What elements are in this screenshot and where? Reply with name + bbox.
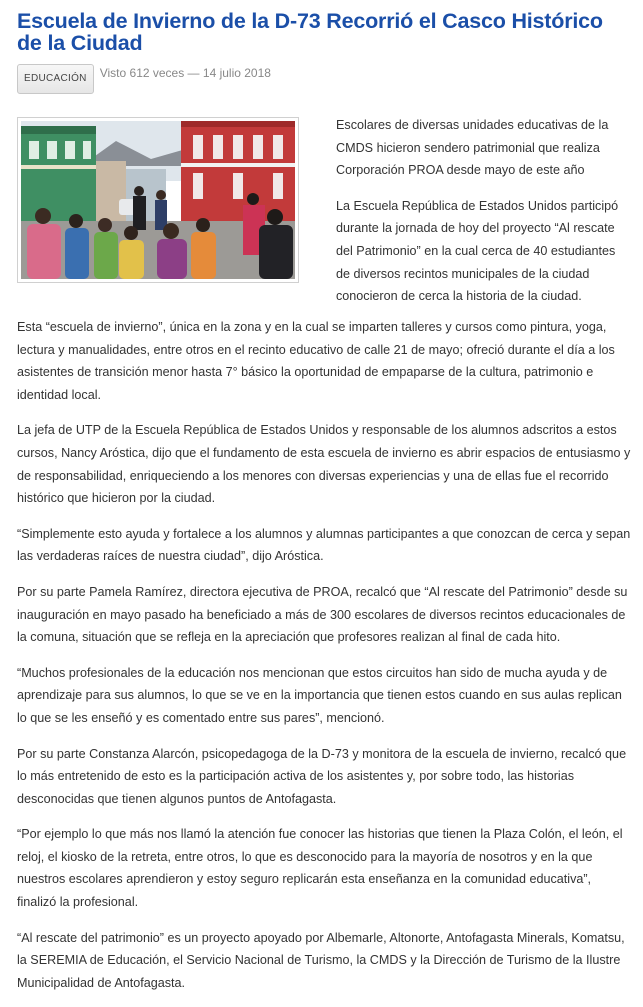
article-body xyxy=(17,316,631,1007)
article-meta xyxy=(17,64,271,94)
view-count: Visto 612 veces xyxy=(99,66,185,80)
body-paragraph: Esta “escuela de invierno”, única en la zona y en la cual se imparten talleres y cursos como pintura, yoga, lectura y manualidades, entre otros en el recinto educativo de calle 21 de mayo; ofreció durante el día a los asistentes de transición menor hasta 7° básico la oportunidad de empaparse de la cultura, patrimonio e identidad local. xyxy=(17,320,615,402)
intro-text xyxy=(336,114,631,321)
category-button[interactable]: EDUCACIÓN xyxy=(17,64,94,94)
body-paragraph: “Simplemente esto ayuda y fortalece a los alumnos y alumnas participantes a que conozcan de cerca y sepan las verdaderas raíces de nuestra ciudad”, dijo Aróstica. xyxy=(17,526,631,564)
body-paragraph: Por su parte Constanza Alarcón, psicopedagoga de la D-73 y monitora de la escuela de invierno, recalcó que lo más entretenido de esto es la participación activa de los asistentes y, por sobre todo, las historias desconocidas que tienen algunos puntos de Antofagasta. xyxy=(17,746,627,806)
article-photo[interactable] xyxy=(17,117,299,283)
body-paragraph: Por su parte Pamela Ramírez, directora ejecutiva de PROA, recalcó que “Al rescate del Patrimonio” desde su inauguración en mayo pasado ha beneficiado a más de 300 escolares de diversos recintos educacionales de la comuna, situación que se refleja en la apreciación que profesores realizan al final de cada hito. xyxy=(17,584,628,645)
meta-info xyxy=(100,66,271,80)
body-paragraph: “Al rescate del patrimonio” es un proyecto apoyado por Albemarle, Altonorte, Antofagasta Minerals, Komatsu, la SEREMIA de Educación, el Servicio Nacional de Turismo, la CMDS y la Dirección de Turismo de la Ilustre Municipalidad de Antofagasta. xyxy=(17,930,625,990)
intro-paragraph: Escolares de diversas unidades educativas de la CMDS hicieron sendero patrimonial que realiza Corporación PROA desde mayo de este año xyxy=(336,118,609,178)
body-paragraph: “Muchos profesionales de la educación nos mencionan que estos circuitos han sido de mucha ayuda y de aprendizaje para sus alumnos, lo que se ve en la importancia que tienen estos cuando en sus aulas replican lo que se les enseñó y es comentado entre sus pares”, mencionó. xyxy=(17,665,622,725)
article-title: Escuela de Invierno de la D-73 Recorrió el Casco Histórico de la Ciudad xyxy=(17,9,603,55)
meta-separator: — xyxy=(184,66,203,80)
publish-date: 14 julio 2018 xyxy=(202,66,271,80)
body-paragraph: “Por ejemplo lo que más nos llamó la atención fue conocer las historias que tienen la Plaza Colón, el león, el reloj, el kiosko de la retreta, entre otros, lo que es desconocido para la mayoría de nosotros y en la que nuestros escolares aprendieron y estoy seguro replicarán esta enseñanza en la comunidad educativa”, finalizó la profesional. xyxy=(17,827,623,910)
intro-paragraph: La Escuela República de Estados Unidos participó durante la jornada de hoy del proyecto “Al rescate del Patrimonio” en la cual cerca de 40 estudiantes de diversos recintos municipales de la ciudad conocieron de cerca la historia de la ciudad. xyxy=(336,198,619,304)
photo-students-historic-street-icon xyxy=(21,121,295,279)
body-paragraph: La jefa de UTP de la Escuela República de Estados Unidos y responsable de los alumnos adscritos a estos cursos, Nancy Aróstica, dijo que el fundamento de esta escuela de invierno es abrir espacios de entusiasmo y de responsabilidad, enriqueciendo a los menores con diversas experiencias y una de ellas fue el recorrido histórico que hicieron por la ciudad. xyxy=(17,423,631,506)
